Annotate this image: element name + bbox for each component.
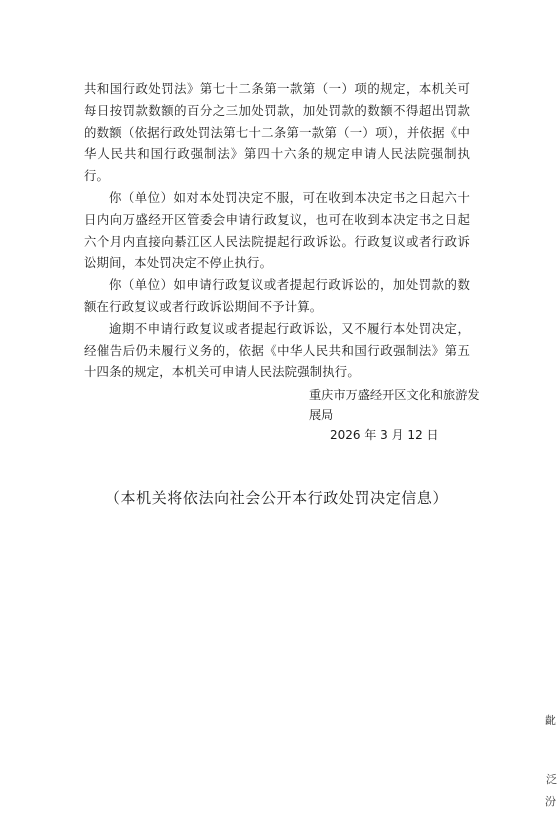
edge-mark: 泛 [546, 773, 557, 786]
document-body [84, 78, 470, 383]
paragraph-appeal-rights: 你（单位）如对本处罚决定不服，可在收到本决定书之日起六十日内向万盛经开区管委会申请行政复议，也可在收到本决定书之日起六个月内直接向綦江区人民法院提起行政诉讼。行政复议或者行政诉讼期间，本处罚决定不停止执行。 [84, 189, 470, 271]
edge-mark: 汾 [545, 795, 556, 808]
public-disclosure-notice: （本机关将依法向社会公开本行政处罚决定信息） [104, 489, 449, 507]
paragraph-penalty-calculation: 你（单位）如申请行政复议或者提起行政诉讼的，加处罚款的数额在行政复议或者行政诉讼期间不予计算。 [84, 277, 470, 314]
paragraph-compulsory-execution: 逾期不申请行政复议或者提起行政诉讼，又不履行本处罚决定，经催告后仍未履行义务的，依据《中华人民共和国行政强制法》第五十四条的规定，本机关可申请人民法院强制执行。 [84, 320, 470, 380]
issuing-organization: 重庆市万盛经开区文化和旅游发展局 [309, 388, 480, 422]
edge-mark: 齔 [545, 714, 556, 727]
signature-block [300, 385, 480, 445]
paragraph-enforcement: 共和国行政处罚法》第七十二条第一款第（一）项的规定，本机关可每日按罚款数额的百分之三加处罚款，加处罚款的数额不得超出罚款的数额（依据行政处罚法第七十二条第一款第（一）项），并依据《中华人民共和国行政强制法》第四十六条的规定申请人民法院强制执行。 [84, 81, 470, 184]
issue-date: 2026 年 3 月 12 日 [330, 428, 439, 442]
